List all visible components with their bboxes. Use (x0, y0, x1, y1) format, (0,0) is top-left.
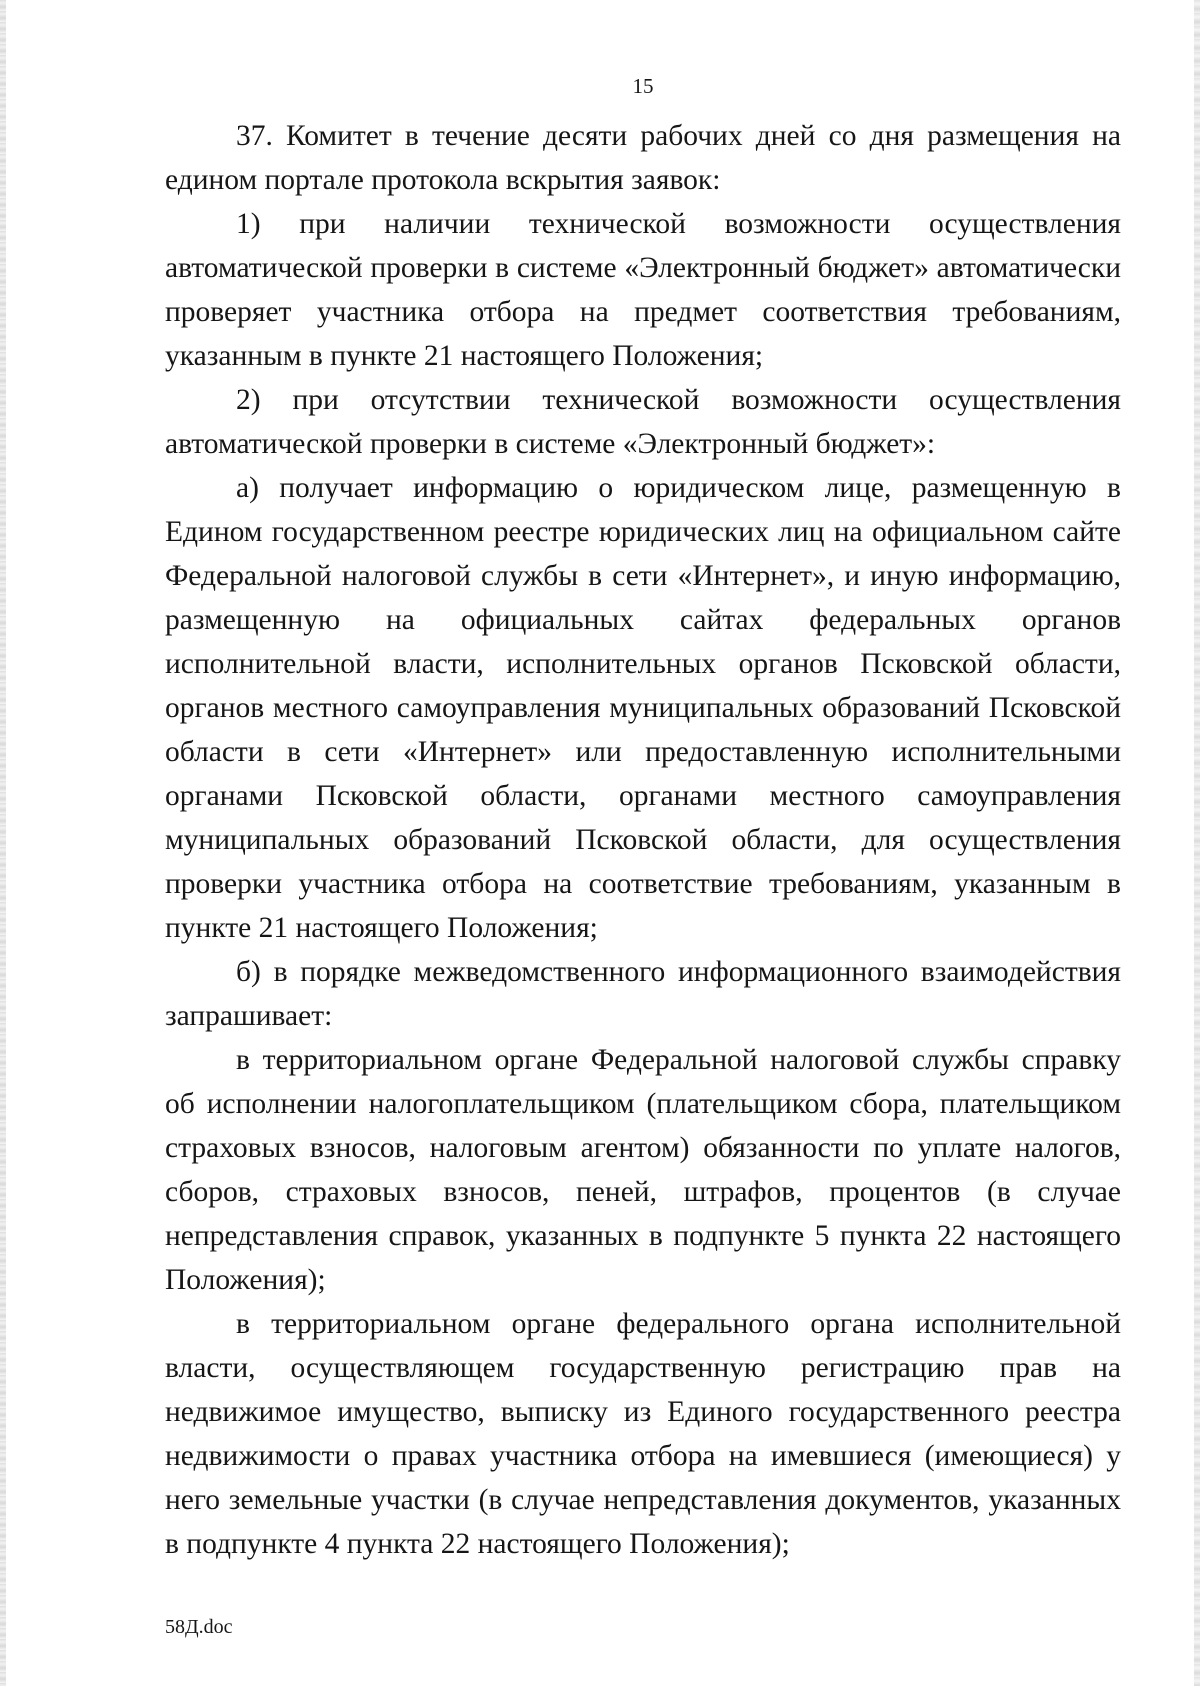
paragraph-property-registry-request: в территориальном органе федерального органа исполнительной власти, осуществляющем государственную регистрацию прав на недвижимое имущество, выписку из Единого государственного реестра недвижимости о правах участника отбора на имевшиеся (имеющиеся) у него земельные участки (в случае непредставления документов, указанных в подпункте 4 пункта 22 настоящего Положения); (165, 1308, 1121, 1560)
paragraph-subitem-1: 1) при наличии технической возможности осуществления автоматической проверки в системе «Электронный бюджет» автоматически проверяет участника отбора на предмет соответствия требованиям, указанным в пункте 21 настоящего Положения; (165, 208, 1121, 372)
paragraph-subitem-b: б) в порядке межведомственного информационного взаимодействия запрашивает: (165, 956, 1121, 1032)
paragraph-item-37: 37. Комитет в течение десяти рабочих дней со дня размещения на едином портале протокола вскрытия заявок: (165, 120, 1121, 196)
page-number: 15 (632, 74, 654, 98)
paragraph-subitem-a: а) получает информацию о юридическом лице, размещенную в Едином государственном реестре юридических лиц на официальном сайте Федеральной налоговой службы в сети «Интернет», и иную информацию, размещенную на официальных сайтах федеральных органов исполнительной власти, исполнительных органов Псковской области, органов местного самоуправления муниципальных образований Псковской области в сети «Интернет» или предоставленную исполнительными органами Псковской области, органами местного самоуправления муниципальных образований Псковской области, для осуществления проверки участника отбора на соответствие требованиям, указанным в пункте 21 настоящего Положения; (165, 472, 1121, 944)
footer-file-code: 58Д.doc (165, 1616, 233, 1638)
document-text (165, 114, 1121, 1566)
scan-edge-left (0, 0, 6, 1686)
paragraph-tax-service-request: в территориальном органе Федеральной налоговой службы справку об исполнении налогоплательщиком (плательщиком сбора, плательщиком страховых взносов, налоговым агентом) обязанности по уплате налогов, сборов, страховых взносов, пеней, штрафов, процентов (в случае непредставления справок, указанных в подпункте 5 пункта 22 настоящего Положения); (165, 1044, 1121, 1296)
scan-edge-right (1194, 0, 1200, 1686)
paragraph-subitem-2: 2) при отсутствии технической возможности осуществления автоматической проверки в системе «Электронный бюджет»: (165, 384, 1121, 460)
